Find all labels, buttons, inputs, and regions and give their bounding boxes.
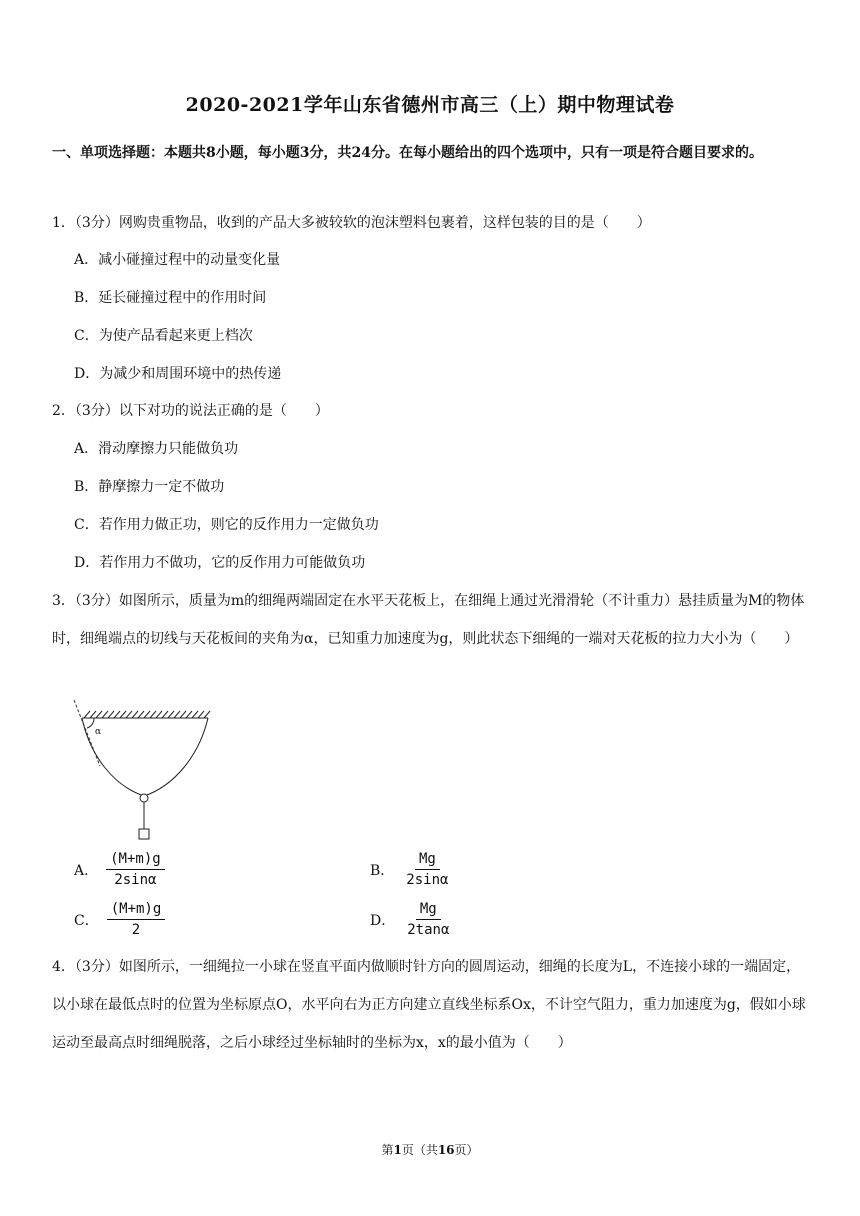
footer-suffix: 页） — [454, 1143, 479, 1157]
fraction-denominator: 2sinα — [114, 872, 157, 888]
fraction-denominator: 2 — [131, 922, 141, 938]
question-1-stem: 1．（3分）网购贵重物品，收到的产品大多被较软的泡沫塑料包裹着，这样包装的目的是（ ） — [52, 215, 651, 231]
question-1-option-c: C．为使产品看起来更上档次 — [74, 328, 253, 344]
fraction-numerator: (M+m)g — [107, 900, 166, 920]
question-2-option-c: C．若作用力做正功，则它的反作用力一定做负功 — [74, 517, 379, 533]
page-title: 2020-2021学年山东省德州市高三（上）期中物理试卷 — [185, 94, 675, 116]
option-letter: A． — [74, 862, 99, 879]
section-heading: 一、单项选择题：本题共8小题，每小题3分，共24分。在每小题给出的四个选项中，只有一项是符合题目要求的。 — [52, 145, 763, 161]
fraction-numerator: Mg — [415, 850, 440, 870]
question-3-stem: 3．（3分）如图所示，质量为m的细绳两端固定在水平天花板上，在细绳上通过光滑滑轮（不计重力）悬挂质量为M的物体时，细绳端点的切线与天花板间的夹角为α，已知重力加速度为g，则此状态下细绳的一端对天花板的拉力大小为（ ） — [52, 593, 805, 647]
question-2-option-a: A．滑动摩擦力只能做负功 — [74, 441, 239, 457]
question-1-option-a: A．减小碰撞过程中的动量变化量 — [74, 252, 281, 268]
option-letter: C． — [74, 912, 99, 929]
question-3-option-d — [370, 900, 453, 939]
question-3-option-b — [370, 850, 452, 889]
pulley-figure — [64, 696, 224, 846]
fraction-numerator: Mg — [416, 900, 441, 920]
fraction — [403, 900, 453, 939]
option-letter: D． — [370, 912, 396, 929]
option-letter: B． — [370, 862, 395, 879]
fraction — [107, 900, 166, 939]
footer-mid: 页（共 — [401, 1143, 438, 1157]
question-4-stem: 4．（3分）如图所示，一细绳拉一小球在竖直平面内做顺时针方向的圆周运动，细绳的长度为L，不连接小球的一端固定，以小球在最低点时的位置为坐标原点O，水平向右为正方向建立直线坐标系Ox，不计空气阻力，重力加速度为g，假如小球运动至最高点时细绳脱落，之后小球经过坐标轴时的坐标为x，x的最小值为（ ） — [52, 959, 806, 1051]
footer-prefix: 第 — [381, 1143, 394, 1157]
fraction-denominator: 2sinα — [406, 872, 449, 888]
question-2-option-b: B．静摩擦力一定不做功 — [74, 479, 225, 495]
question-1-option-d: D．为减少和周围环境中的热传递 — [74, 366, 282, 382]
question-1-option-b: B．延长碰撞过程中的作用时间 — [74, 290, 267, 306]
footer-page-number: 1 — [393, 1143, 402, 1157]
question-2-option-d: D．若作用力不做功，它的反作用力可能做负功 — [74, 555, 366, 571]
footer-total-pages: 16 — [437, 1143, 455, 1157]
angle-arc — [87, 718, 94, 728]
fraction-numerator: (M+m)g — [106, 850, 165, 870]
angle-label: α — [95, 727, 102, 737]
fraction — [402, 850, 452, 889]
question-3-option-a — [74, 850, 165, 889]
hanging-mass — [139, 829, 149, 839]
fraction-denominator: 2tanα — [407, 922, 450, 938]
question-2-stem: 2．（3分）以下对功的说法正确的是（ ） — [52, 403, 329, 419]
ceiling-hatching — [82, 711, 210, 718]
pulley-circle — [140, 794, 148, 802]
fraction — [106, 850, 165, 889]
page-footer — [0, 1141, 860, 1158]
question-3-option-c — [74, 900, 165, 939]
